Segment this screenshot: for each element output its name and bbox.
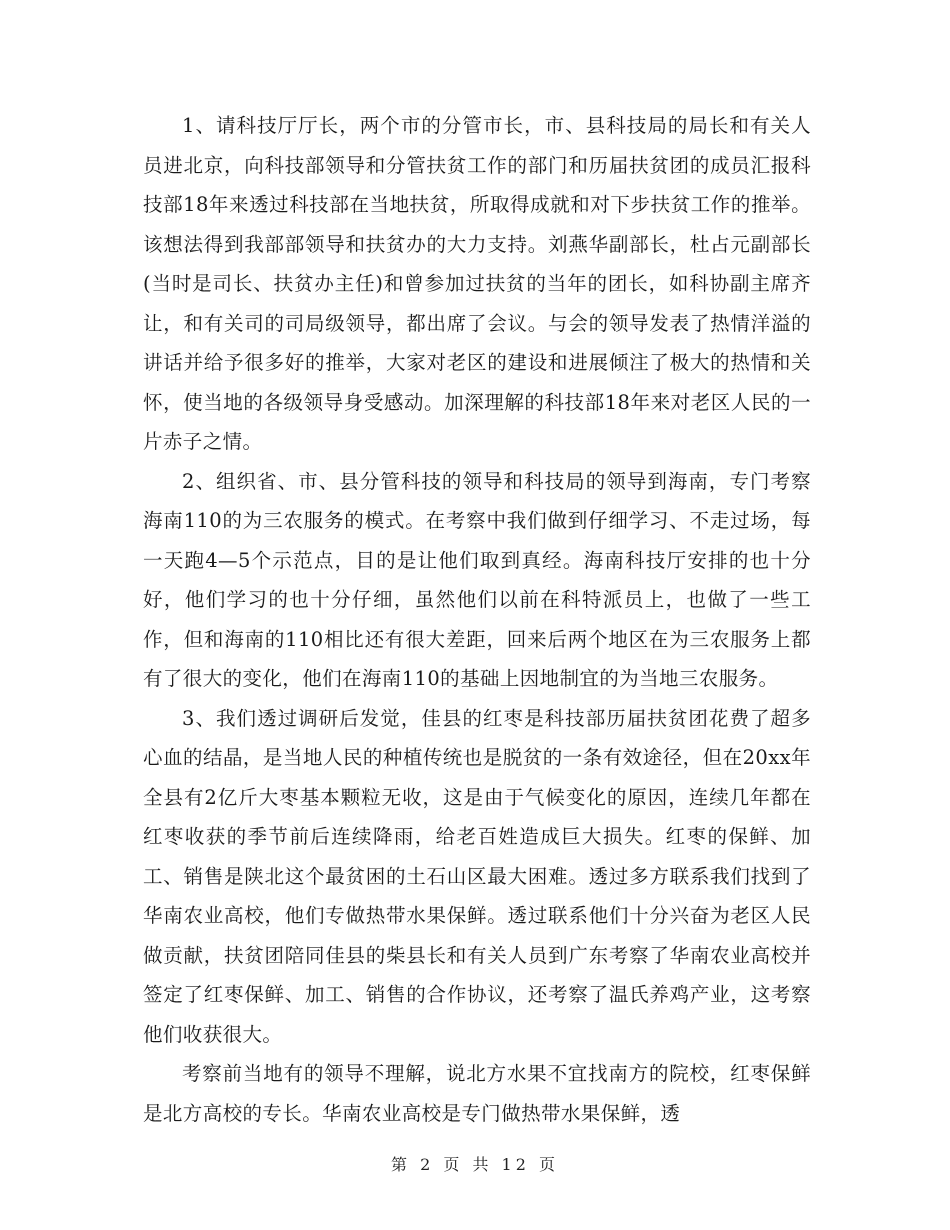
- paragraph-1: 1、请科技厅厅长，两个市的分管市长，市、县科技局的局长和有关人员进北京，向科技部领导和分管扶贫工作的部门和历届扶贫团的成员汇报科技部18年来透过科技部在当地扶贫，所取得成就和对下步扶贫工作的推举。该想法得到我部部领导和扶贫办的大力支持。刘燕华副部长，杜占元副部长(当时是司长、扶贫办主任)和曾参加过扶贫的当年的团长，如科协副主席齐让，和有关司的司局级领导，都出席了会议。与会的领导发表了热情洋溢的讲话并给予很多好的推举，大家对老区的建设和进展倾注了极大的热情和关怀，使当地的各级领导身受感动。加深理解的科技部18年来对老区人民的一片赤子之情。: [143, 114, 811, 453]
- page-number-footer: 第 2 页 共 12 页: [391, 1155, 559, 1174]
- document-body: [143, 106, 811, 1133]
- paragraph-4: 考察前当地有的领导不理解，说北方水果不宜找南方的院校，红枣保鲜是北方高校的专长。华南农业高校是专门做热带水果保鲜，透: [143, 1062, 811, 1125]
- paragraph-3: 3、我们透过调研后发觉，佳县的红枣是科技部历届扶贫团花费了超多心血的结晶，是当地人民的种植传统也是脱贫的一条有效途径，但在20xx年全县有2亿斤大枣基本颗粒无收，这是由于气候变化的原因，连续几年都在红枣收获的季节前后连续降雨，给老百姓造成巨大损失。红枣的保鲜、加工、销售是陕北这个最贫困的土石山区最大困难。透过多方联系我们找到了华南农业高校，他们专做热带水果保鲜。透过联系他们十分兴奋为老区人民做贡献，扶贫团陪同佳县的柴县长和有关人员到广东考察了华南农业高校并签定了红枣保鲜、加工、销售的合作协议，还考察了温氏养鸡产业，这考察他们收获很大。: [143, 706, 811, 1046]
- paragraph-2: 2、组织省、市、县分管科技的领导和科技局的领导到海南，专门考察海南110的为三农服务的模式。在考察中我们做到仔细学习、不走过场，每一天跑4—5个示范点，目的是让他们取到真经。海南科技厅安排的也十分好，他们学习的也十分仔细，虽然他们以前在科特派员上，也做了一些工作，但和海南的110相比还有很大差距，回来后两个地区在为三农服务上都有了很大的变化，他们在海南110的基础上因地制宜的为当地三农服务。: [143, 469, 811, 690]
